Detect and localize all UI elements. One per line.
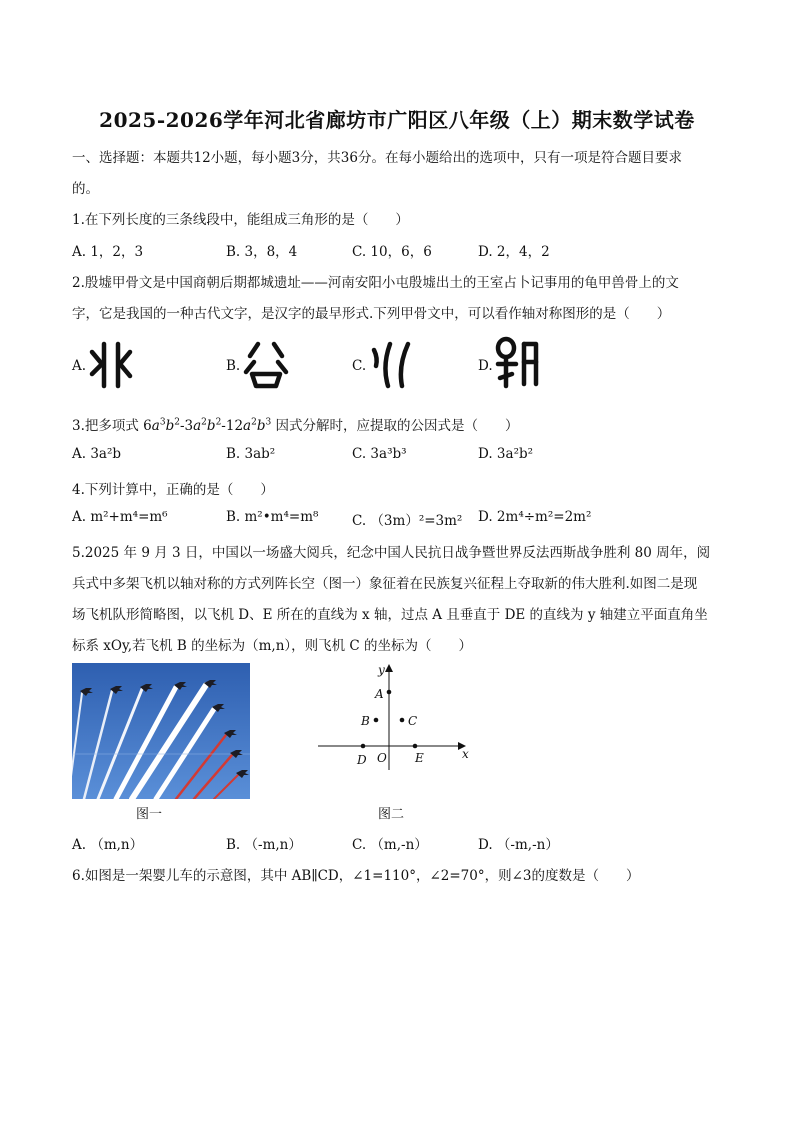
q5-option-a: A. （m,n） xyxy=(72,837,144,853)
q3-option-b: B. 3ab² xyxy=(226,446,276,462)
q3-option-c: C. 3a³b³ xyxy=(352,446,407,462)
x-axis-label: x xyxy=(462,747,469,761)
figure-1-jets-photo xyxy=(72,663,250,799)
q6-stem: 6.如图是一架婴儿车的示意图，其中 AB∥CD，∠1=110°，∠2=70°，则∠3的度数是（ ） xyxy=(72,868,640,884)
q3-stem-prefix: 3.把多项式 xyxy=(72,418,144,434)
oracle-glyph-c-icon xyxy=(368,338,414,392)
q5-stem-line1: 5.2025 年 9 月 3 日，中国以一场盛大阅兵，纪念中国人民抗日战争暨世界反法西斯战争胜利 80 周年，阅 xyxy=(72,545,711,561)
q2-option-b-label: B. xyxy=(226,358,241,374)
section-instruction-line2: 的。 xyxy=(72,181,99,197)
q3-option-a: A. 3a²b xyxy=(72,446,122,462)
q1-option-b: B. 3，8，4 xyxy=(226,244,298,260)
y-axis-label: y xyxy=(378,663,385,677)
point-c-label: C xyxy=(408,714,418,728)
q5-option-d: D. （-m,-n） xyxy=(478,837,559,853)
section-instruction-line1: 一、选择题：本题共12小题，每小题3分，共36分。在每小题给出的选项中，只有一项是符合题目要求 xyxy=(72,150,682,166)
point-a-label: A xyxy=(375,687,384,701)
oracle-glyph-d-icon xyxy=(494,334,540,394)
q3-stem-suffix: 因式分解时，应提取的公因式是（ ） xyxy=(275,418,519,434)
q3-polynomial: $6a^3b^2-3a^2b^2-12a^2b^3$ xyxy=(143,417,272,434)
point-d-label: D xyxy=(357,753,367,767)
exam-title: 2025-2026学年河北省廊坊市广阳区八年级（上）期末数学试卷 xyxy=(99,108,695,132)
point-a xyxy=(387,690,392,695)
q5-stem-line3: 场飞机队形简略图，以飞机 D、E 所在的直线为 x 轴，过点 A 且垂直于 DE 的直线为 y 轴建立平面直角坐 xyxy=(72,607,708,623)
point-c xyxy=(400,718,405,723)
figure-2-caption: 图二 xyxy=(378,807,405,822)
q1-option-a: A. 1，2，3 xyxy=(72,244,144,260)
q5-stem-line2: 兵式中多架飞机以轴对称的方式列阵长空（图一）象征着在民族复兴征程上夺取新的伟大胜利.如图二是现 xyxy=(72,576,698,592)
q1-option-d: D. 2，4，2 xyxy=(478,244,550,260)
q1-stem: 1.在下列长度的三条线段中，能组成三角形的是（ ） xyxy=(72,212,409,228)
q2-option-a-label: A. xyxy=(72,358,87,374)
q1-option-c: C. 10，6，6 xyxy=(352,244,432,260)
q2-option-c-label: C. xyxy=(352,358,367,374)
q4-option-a: A. m²+m⁴=m⁶ xyxy=(72,509,168,525)
q2-option-d-label: D. xyxy=(478,358,493,374)
point-e xyxy=(413,744,418,749)
q3-option-d: D. 3a²b² xyxy=(478,446,534,462)
figure-1-caption: 图一 xyxy=(136,807,163,822)
q5-option-c: C. （m,-n） xyxy=(352,837,428,853)
oracle-glyph-b-icon xyxy=(240,338,292,392)
q2-stem-line1: 2.殷墟甲骨文是中国商朝后期都城遗址——河南安阳小屯殷墟出土的王室占卜记事用的龟甲兽骨上的文 xyxy=(72,275,679,291)
q2-stem-line2: 字，它是我国的一种古代文字，是汉字的最早形式.下列甲骨文中，可以看作轴对称图形的是（ ） xyxy=(72,306,671,322)
figure-2-coordinate-diagram xyxy=(312,662,482,774)
q4-option-d: D. 2m⁴÷m²=2m² xyxy=(478,509,592,525)
q5-stem-line4: 标系 xOy,若飞机 B 的坐标为（m,n），则飞机 C 的坐标为（ ） xyxy=(72,638,473,654)
point-d xyxy=(361,744,366,749)
origin-label: O xyxy=(377,751,387,765)
point-b-label: B xyxy=(361,714,370,728)
q4-option-b: B. m²•m⁴=m⁸ xyxy=(226,509,319,525)
q3-stem xyxy=(72,414,732,434)
oracle-glyph-a-icon xyxy=(86,338,134,392)
q4-stem: 4.下列计算中，正确的是（ ） xyxy=(72,482,274,498)
q4-option-c: C. （3m）²=3m² xyxy=(352,513,463,529)
q5-option-b: B. （-m,n） xyxy=(226,837,302,853)
point-e-label: E xyxy=(415,751,424,765)
point-b xyxy=(374,718,379,723)
